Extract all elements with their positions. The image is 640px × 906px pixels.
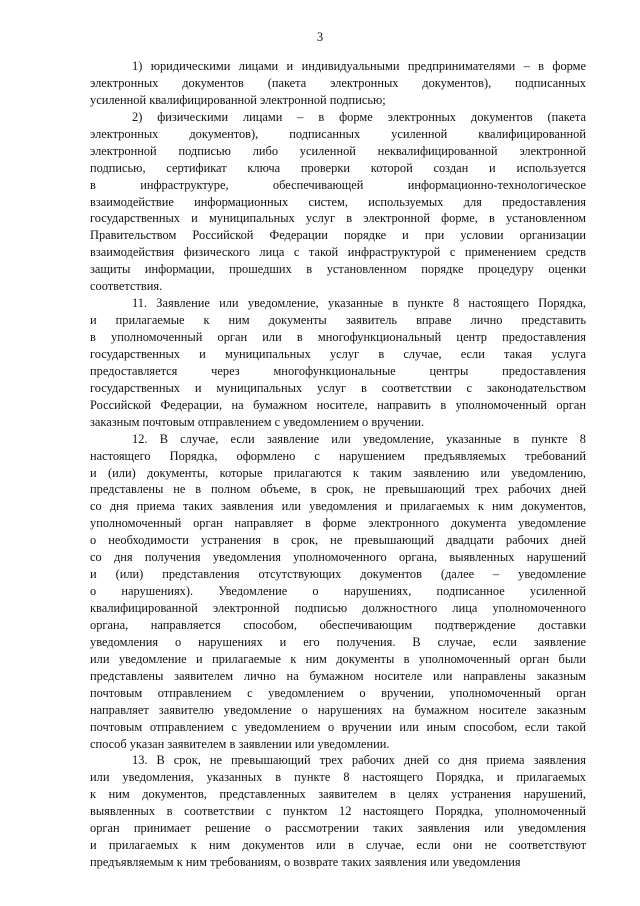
- text-line: уведомления о нарушениях и его получения. В случае, если заявление: [90, 634, 586, 649]
- text-line: предъявляемым к ним требованиям, о возврате таких заявления или уведомления: [90, 855, 521, 870]
- paragraph-p-legal-entities: [90, 58, 586, 109]
- paragraph-p-13: [90, 752, 586, 871]
- text-line: государственных и муниципальных услуг в случае, если такая услуга: [90, 346, 586, 361]
- text-line: почтовым отправлением с уведомлением о вручении, уполномоченный орган: [90, 685, 586, 700]
- text-line: 1) юридическими лицами и индивидуальными предпринимателями – в форме: [132, 59, 586, 73]
- text-line: орган принимает решение о рассмотрении таких заявления или уведомления: [90, 821, 586, 836]
- text-line: предоставляется через многофункциональные центры предоставления: [90, 363, 586, 378]
- text-line: взаимодействия физического лица с такой инфраструктурой с применением средств: [90, 245, 586, 260]
- text-line: государственных и муниципальных услуг в соответствии с законодательством: [90, 380, 586, 395]
- text-line: представлены заявителем лично на бумажном носителе или направлены заказным: [90, 668, 586, 683]
- text-line: подписью, сертификат ключа проверки которой создан и используется: [90, 160, 586, 175]
- text-line: органа, направляется способом, обеспечивающим подтверждение доставки: [90, 617, 586, 632]
- text-line: в уполномоченный орган или в многофункциональный центр предоставления: [90, 330, 586, 344]
- page-number: 3: [316, 30, 324, 44]
- text-line: 11. Заявление или уведомление, указанные в пункте 8 настоящего Порядка,: [132, 296, 586, 311]
- text-line: или уведомление и прилагаемые к ним документы в уполномоченный орган были: [90, 651, 586, 666]
- text-line: взаимодействие информационных систем, используемых для предоставления: [90, 194, 586, 209]
- text-line: Правительством Российской Федерации порядке и при условии организации: [90, 228, 586, 243]
- text-line: квалифицированной электронной подписью должностного лица уполномоченного: [90, 601, 586, 615]
- text-line: и (или) документы, которые прилагаются к таким заявлению или уведомлению,: [90, 465, 586, 480]
- paragraph-p-12: [90, 431, 586, 753]
- text-line: в инфраструктуре, обеспечивающей информационно-технологическое: [90, 177, 586, 192]
- paragraph-p-11: [90, 295, 586, 431]
- text-line: электронной подписью либо усиленной неквалифицированной электронной: [90, 143, 586, 158]
- text-line: электронных документов), подписанных усиленной квалифицированной: [90, 126, 586, 141]
- document-body: [90, 58, 586, 871]
- text-line: выявленных в соответствии с пунктом 12 настоящего Порядка, уполномоченный: [90, 804, 586, 819]
- text-line: 2) физическими лицами – в форме электронных документов (пакета: [132, 109, 586, 124]
- text-line: и прилагаемые к ним документы заявитель вправе лично представить: [90, 313, 586, 328]
- text-line: и (или) представления отсутствующих документов (далее – уведомление: [90, 567, 586, 582]
- text-line: направляет заявителю уведомление о нарушениях на бумажном носителе заказным: [90, 702, 586, 717]
- text-line: заказным почтовым отправлением с уведомлением о вручении.: [90, 414, 425, 429]
- text-line: к ним документов, представленных заявителем в целях устранения нарушений,: [90, 787, 586, 802]
- text-line: уполномоченный орган направляет в форме электронного документа уведомление: [90, 516, 586, 531]
- text-line: или уведомления, указанных в пункте 8 настоящего Порядка, и прилагаемых: [90, 770, 586, 785]
- text-line: способ указан заявителем в заявлении или уведомлении.: [90, 736, 390, 751]
- text-line: о нарушениях). Уведомление о нарушениях, подписанное усиленной: [90, 584, 586, 599]
- text-line: государственных и муниципальных услуг в электронной форме, в установленном: [90, 211, 586, 226]
- text-line: соответствия.: [90, 279, 163, 294]
- text-line: 13. В срок, не превышающий трех рабочих дней со дня приема заявления: [132, 753, 586, 768]
- text-line: электронных документов (пакета электронных документов), подписанных: [90, 75, 586, 90]
- text-line: почтовым отправлением с уведомлением о вручении или иным способом, если такой: [90, 719, 586, 734]
- text-line: о необходимости устранения в срок, не превышающий двадцати рабочих дней: [90, 533, 586, 548]
- text-line: усиленной квалифицированной электронной подписью;: [90, 92, 386, 107]
- text-line: со дня приема таких заявления или уведомления и прилагаемых к ним документов,: [90, 499, 586, 514]
- text-line: Российской Федерации, на бумажном носителе, направить в уполномоченный орган: [90, 397, 586, 412]
- text-line: настоящего Порядка, оформлено с нарушением предъявляемых требований: [90, 448, 586, 463]
- text-line: защиты информации, прошедших в установленном порядке процедуру оценки: [90, 262, 586, 277]
- text-line: со дня получения уведомления уполномоченного органа, выявленных нарушений: [90, 550, 586, 565]
- text-line: 12. В случае, если заявление или уведомление, указанные в пункте 8: [132, 431, 586, 446]
- text-line: представлены не в полном объеме, в срок, не превышающий трех рабочих дней: [90, 482, 586, 497]
- text-line: и прилагаемых к ним документов или в случае, если они не соответствуют: [90, 838, 586, 853]
- paragraph-p-individuals: [90, 109, 586, 295]
